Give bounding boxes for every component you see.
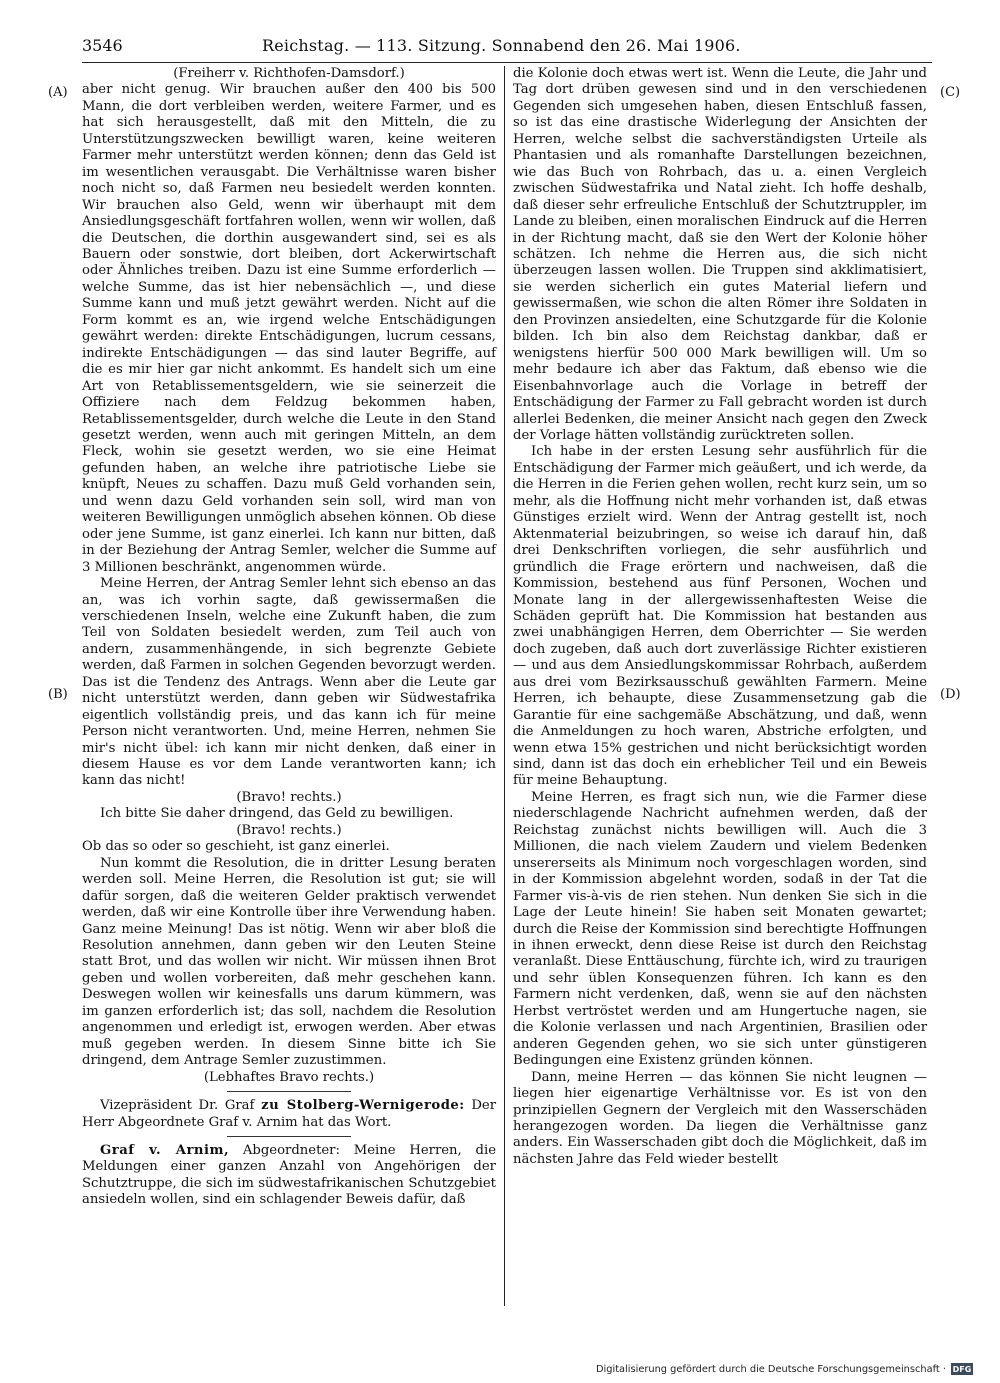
page-header <box>82 34 932 60</box>
paragraph: Meine Herren, es fragt sich nun, wie die Farmer diese niederschlagende Nachricht aufnehmen werden, daß der Reichstag zunächst nichts bewilligen will. Auch die 3 Millionen, die nach vielem Zaudern und vielem Bedenken unsererseits als Minimum noch vorgeschlagen worden, sind in der Kommission abgelehnt worden, sodaß in der Tat die Farmer vis-à-vis de rien stehen. Nun denken Sie sich in die Lage der Leute hinein! Sie haben seit Monaten gewartet; durch die Reise der Kommission sind berechtigte Hoffnungen in ihnen erweckt, denn diese Reise ist durch den Reichstag veranlaßt. Diese Enttäuschung, fürchte ich, wird zu traurigen und sehr üblen Konsequenzen führen. Ich kann es den Farmern nicht verdenken, daß, wenn sie auf den nächsten Herbst vertröstet werden und am Hungertuche nagen, sie die Kolonie verlassen und nach Argentinien, Brasilien oder anderen Gegenden gehen, wo sie sich unter günstigeren Bedingungen eine Existenz gründen können. <box>513 789 928 1069</box>
right-column <box>513 66 927 1168</box>
footer-text: Digitalisierung gefördert durch die Deutsche Forschungsgemeinschaft · <box>596 1363 946 1375</box>
paragraph: Nun kommt die Resolution, die in dritter Lesung beraten werden soll. Meine Herren, die Resolution ist gut; sie will dafür sorgen, daß die weiteren Gelder praktisch verwendet werden, daß wir eine Kontrolle über ihre Verwendung haben. Ganz meine Meinung! Das ist nötig. Wenn wir aber bloß die Resolution annehmen, dann geben wir den Leuten Steine statt Brot, und das wollen wir nicht. Wir müssen ihnen Brot geben und wollen vorbereiten, daß mehr geschehen kann. Deswegen wollen wir keinesfalls uns darum kümmern, was im ganzen erforderlich ist; das soll, nachdem die Resolution angenommen und erledigt ist, erwogen werden. Aber etwas muß gegeben werden. In diesem Sinne bitte ich Sie dringend, dem Antrage Semler zuzustimmen. <box>82 855 496 1069</box>
paragraph: Ob das so oder so geschieht, ist ganz einerlei. <box>82 839 390 855</box>
applause-note: (Bravo! rechts.) <box>236 822 342 838</box>
speaker-name: zu Stolberg-Wernigerode: <box>261 1098 465 1114</box>
left-column <box>82 66 496 1209</box>
margin-marker-d: (D) <box>940 687 961 702</box>
speaker-note: (Freiherr v. Richthofen-Damsdorf.) <box>173 66 405 81</box>
vice-president-speech <box>82 1098 496 1131</box>
digitization-footer <box>596 1360 991 1378</box>
speaker-title: Vizepräsident Dr. Graf <box>100 1098 262 1114</box>
page-number: 3546 <box>82 36 123 55</box>
arnim-speech <box>82 1143 496 1209</box>
section-rule <box>227 1136 351 1137</box>
column-divider <box>504 66 505 1306</box>
applause-note: (Bravo! rechts.) <box>236 789 342 805</box>
paragraph: Meine Herren, der Antrag Semler lehnt sich ebenso an das an, was ich vorhin sagte, daß gewissermaßen die verschiedenen Inseln, welche eine Zukunft haben, die zum Teil von Soldaten besiedelt werden, zum Teil auch von andern, zusammenhängende, in sich begrenzte Gebiete werden, daß Farmen in solchen Gegenden bevorzugt werden. Das ist die Tendenz des Antrags. Wenn aber die Leute gar nicht unterstützt werden, dann geben wir Südwestafrika eigentlich vollständig preis, und das kann ich für meine Person nicht verantworten. Und, meine Herren, nehmen Sie mir's nicht übel: ich kann mir nicht denken, daß einer in diesem Hause es vor dem Lande verantworten kann; ich kann das nicht! <box>82 576 496 789</box>
margin-marker-c: (C) <box>940 85 961 100</box>
applause-note: (Lebhaftes Bravo rechts.) <box>203 1069 375 1085</box>
speech-text: Abgeordneter: Meine Herren, die Meldungen einer ganzen Anzahl von Angehörigen der Schutztruppe, die sich im südwestafrikanischen Schutzgebiet ansiedeln wollen, sind ein schlagender Beweis dafür, daß <box>82 1143 496 1208</box>
dfg-logo-icon: DFG <box>952 1364 972 1374</box>
margin-marker-a: (A) <box>48 85 68 100</box>
speaker-name: Graf v. Arnim, <box>100 1143 230 1158</box>
margin-marker-b: (B) <box>48 687 68 702</box>
paragraph: Dann, meine Herren — das können Sie nicht leugnen — liegen hier eigenartige Verhältnisse vor. Es ist von den prinzipiellen Gegnern der Vergleich mit den Wasserschäden herangezogen worden. Da liegen die Verhältnisse ganz anders. Ein Wasserschaden gibt doch die Möglichkeit, daß im nächsten Jahre das Feld wieder bestellt <box>513 1069 927 1167</box>
paragraph: Ich bitte Sie daher dringend, das Geld zu bewilligen. <box>100 806 454 822</box>
paragraph: Ich habe in der ersten Lesung sehr ausführlich für die Entschädigung der Farmer mich geäußert, und ich werde, da die Herren in die Ferien gehen wollen, recht kurz sein, um so mehr, als die Hoffnung nicht mehr vorhanden ist, daß etwas Günstiges erzielt wird. Wenn der Antrag gestellt ist, noch Aktenmaterial beizubringen, so weise ich darauf hin, daß drei Denkschriften vorliegen, die sehr ausführlich und gründlich die Frage erörtern und nachweisen, daß die Kommission, bestehend aus fünf Personen, Wochen und Monate lang in der allergewissenhaftesten Weise die Schäden geprüft hat. Die Kommission hat bestanden aus zwei unabhängigen Herren, dem Oberrichter — Sie werden doch zugeben, daß auch dort zuverlässige Richter existieren — und aus dem Ansiedlungskommissar Rohrbach, außerdem aus drei vom Bezirksausschuß gewählten Farmern. Meine Herren, ich behaupte, diese Zusammensetzung gab die Garantie für eine sachgemäße Abschätzung, und daß, wenn die Anmeldungen zu hoch waren, Abstriche erfolgten, und wenn etwa 15% gestrichen und nicht berücksichtigt worden sind, dann ist das doch ein erheblicher Teil und ein Beweis für meine Behauptung. <box>513 444 927 789</box>
paragraph: die Kolonie doch etwas wert ist. Wenn die Leute, die Jahr und Tag dort drüben gewesen sind und in den verschiedenen Gegenden sich umgesehen haben, diesen Entschluß fassen, so ist das eine drastische Widerlegung der Ansichten der Herren, welche selbst die sachverständigsten Urteile als Phantasien und als romanhafte Darstellungen bezeichnen, wie das Buch von Rohrbach, das u. a. einen Vergleich zwischen Südwestafrika und Natal zieht. Ich hoffe deshalb, daß dieser sehr erfreuliche Entschluß der Schutztruppler, im Lande zu bleiben, einen moralischen Eindruck auf die Herren in der Richtung macht, daß sie den Wert der Kolonie höher schätzen. Ich nehme die Herren aus, die sich nicht überzeugen lassen wollen. Die Truppen sind akklimatisiert, sie werden sicherlich ein gutes Material liefern und gewissermaßen, wie schon die alten Römer ihre Soldaten in den Provinzen ansiedelten, eine Schutzgarde für die Kolonie bilden. Ich bin also dem Reichstag dankbar, daß er wenigstens hierfür 500 000 Mark bewilligen will. Um so mehr bedaure ich aber das Faktum, daß ebenso wie die Eisenbahnvorlage auch die Vorlage in betreff der Entschädigung der Farmer zu Fall gebracht worden ist durch allerlei Bedenken, die meiner Ansicht nach gegen den Zweck der Vorlage hätten vollständig zurücktreten sollen. <box>513 66 927 443</box>
paragraph: aber nicht genug. Wir brauchen außer den 400 bis 500 Mann, die dort verbleiben werden, weitere Farmer, und es hat sich herausgestellt, daß mit den Mitteln, die zu Unterstützungszwecken bewilligt waren, keine weiteren Farmer mehr unterstützt werden können; denn das Geld ist im wesentlichen verausgabt. Die Verhältnisse waren bisher noch nicht so, daß Farmen neu besiedelt werden konnten. Wir brauchen also Geld, wenn wir überhaupt mit dem Ansiedlungsgeschäft fortfahren wollen, wenn wir wollen, daß die Deutschen, die dorthin ausgewandert sind, sei es als Bauern oder sonstwie, dort bleiben, dort Ackerwirtschaft oder Ähnliches treiben. Dazu ist eine Summe erforderlich — welche Summe, das ist hier nebensächlich —, und diese Summe kann und muß jetzt gewährt werden. Nicht auf die Form kommt es an, wie irgend welche Entschädigungen gewährt werden: direkte Entschädigungen, lucrum cessans, indirekte Entschädigungen — das sind lauter Begriffe, auf die es mir hier gar nicht ankommt. Es handelt sich um eine Art von Retablissementsgeldern, wie sie seinerzeit die Offiziere nach dem Feldzug bekommen haben, Retablissementsgelder, durch welche die Leute in den Stand gesetzt werden, wenn auch mit geringen Mitteln, an dem Fleck, wohin sie gesetzt werden, wo sie eine Heimat gefunden haben, an welche ihre patriotische Liebe sie knüpft, Neues zu schaffen. Dazu muß Geld vorhanden sein, und wenn dazu Geld vorhanden sein soll, wird man von weiteren Bewilligungen unmöglich absehen können. Ob diese oder jene Summe, ist ganz einerlei. Ich kann nur bitten, daß in der Beziehung der Antrag Semler, welcher die Summe auf 3 Millionen beschränkt, angenommen würde. <box>82 82 496 575</box>
header-rule <box>82 62 932 63</box>
running-head: Reichstag. — 113. Sitzung. Sonnabend den 26. Mai 1906. <box>262 36 741 55</box>
speech-text: Der Herr Abgeordnete Graf v. Arnim hat das Wort. <box>82 1098 497 1130</box>
section-rule <box>227 1091 351 1092</box>
